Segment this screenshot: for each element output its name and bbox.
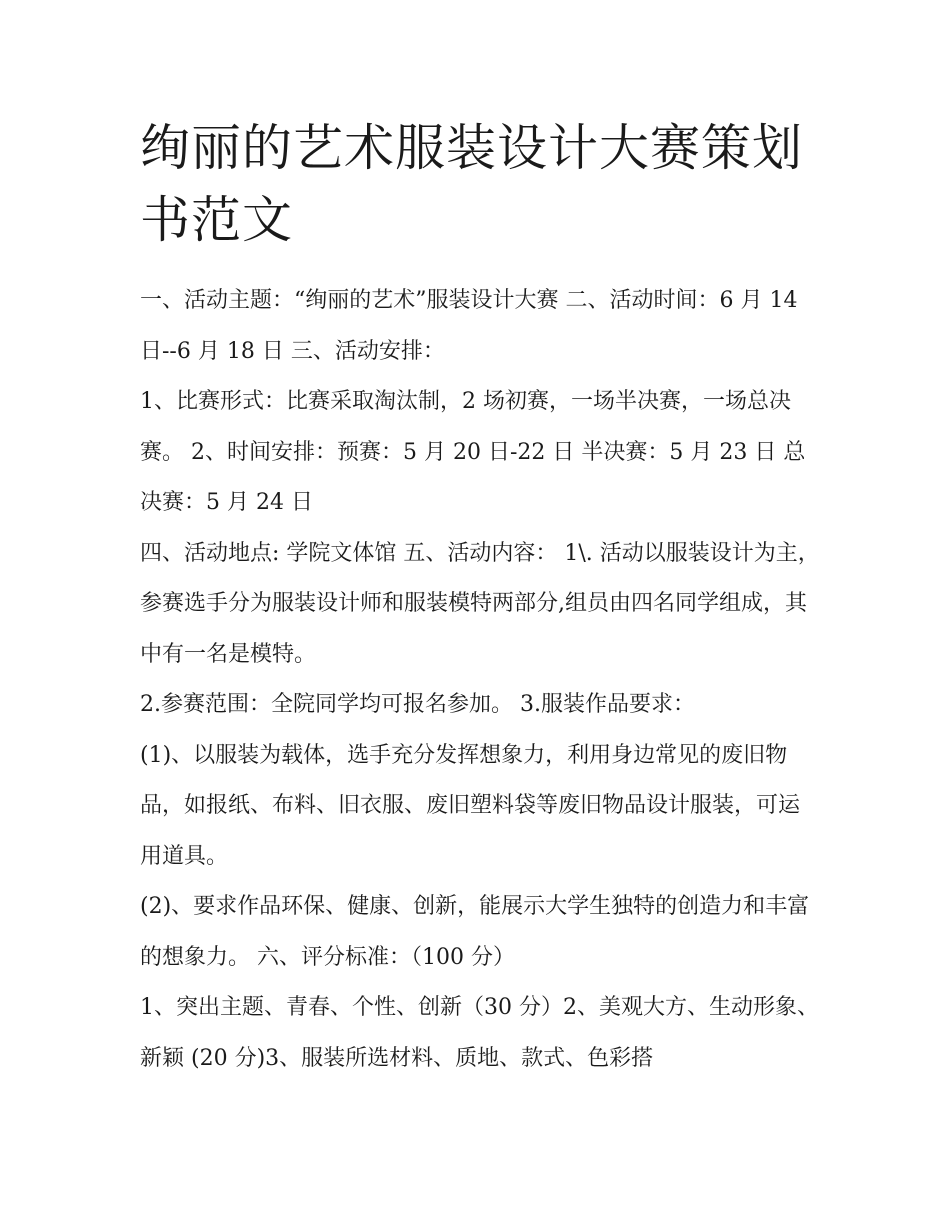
paragraph-requirement-2: (2)、要求作品环保、健康、创新，能展示大学生独特的创造力和丰富的想象力。 六、评分标准：（100 分） [140,894,810,970]
paragraph-scope-requirements: 2.参赛范围：全院同学均可报名参加。 3.服装作品要求： [140,692,695,717]
paragraph-scoring: 1、突出主题、青春、个性、创新（30 分）2、美观大方、生动形象、新颖 (20 分)3、服装所选材料、质地、款式、色彩搭 [140,995,819,1071]
paragraph-requirement-1: (1)、以服装为载体，选手充分发挥想象力，利用身边常见的废旧物品，如报纸、布料、旧衣服、废旧塑料袋等废旧物品设计服装，可运用道具。 [140,742,801,869]
paragraph-format-schedule: 1、比赛形式：比赛采取淘汰制，2 场初赛，一场半决赛，一场总决赛。 2、时间安排：预赛：5 月 20 日-22 日 半决赛：5 月 23 日 总决赛：5 月 24 日 [140,389,806,515]
paragraph-location-content: 四、活动地点: 学院文体馆 五、活动内容： 1\. 活动以服装设计为主，参赛选手分为服装设计师和服装模特两部分,组员由四名同学组成，其中有一名是模特。 [140,540,820,667]
document-page [140,112,820,1084]
document-title: 绚丽的艺术服装设计大赛策划书范文 [140,119,803,249]
paragraph-theme-time: 一、活动主题：“绚丽的艺术”服装设计大赛 二、活动时间：6 月 14 日--6 月 18 日 三、活动安排： [140,288,805,364]
